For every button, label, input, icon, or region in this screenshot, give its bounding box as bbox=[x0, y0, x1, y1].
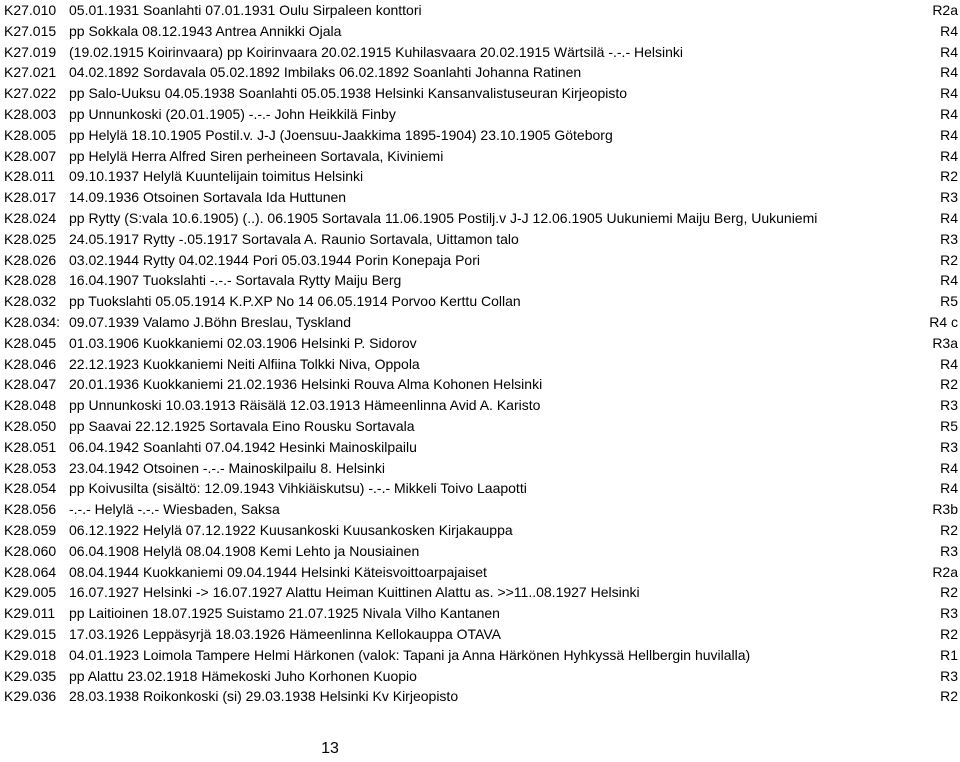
item-description: pp Saavai 22.12.1925 Sortavala Eino Rousku Sortavala bbox=[69, 417, 415, 434]
item-description: 08.04.1944 Kuokkaniemi 09.04.1944 Helsinki Käteisvoittoarpajaiset bbox=[69, 563, 487, 580]
item-code: K27.022 bbox=[4, 85, 57, 102]
item-description: 17.03.1926 Leppäsyrjä 18.03.1926 Hämeenlinna Kellokauppa OTAVA bbox=[69, 625, 501, 642]
listing-row bbox=[0, 562, 960, 583]
item-grade: R4 bbox=[940, 459, 958, 476]
item-description: 09.07.1939 Valamo J.Böhn Breslau, Tyskland bbox=[69, 313, 351, 330]
item-description: 06.12.1922 Helylä 07.12.1922 Kuusankoski Kuusankosken Kirjakauppa bbox=[69, 521, 513, 538]
item-code: K28.028 bbox=[4, 272, 57, 289]
item-grade: R4 bbox=[940, 147, 958, 164]
item-description: pp Laitioinen 18.07.1925 Suistamo 21.07.1925 Nivala Vilho Kantanen bbox=[69, 605, 500, 622]
item-grade: R2 bbox=[940, 625, 958, 642]
item-code: K28.024 bbox=[4, 209, 57, 226]
item-grade: R4 bbox=[940, 480, 958, 497]
item-grade: R4 bbox=[940, 105, 958, 122]
item-code: K28.045 bbox=[4, 334, 57, 351]
listing-row bbox=[0, 291, 960, 312]
item-code: K28.025 bbox=[4, 230, 57, 247]
item-description: 04.02.1892 Sordavala 05.02.1892 Imbilaks 06.02.1892 Soanlahti Johanna Ratinen bbox=[69, 64, 582, 81]
listing-row bbox=[0, 187, 960, 208]
item-code: K28.047 bbox=[4, 376, 57, 393]
item-code: K28.059 bbox=[4, 521, 57, 538]
item-code: K28.005 bbox=[4, 126, 57, 143]
item-grade: R5 bbox=[940, 417, 958, 434]
item-code: K29.015 bbox=[4, 625, 57, 642]
item-code: K28.056 bbox=[4, 501, 57, 518]
item-grade: R5 bbox=[940, 293, 958, 310]
item-code: K28.054 bbox=[4, 480, 57, 497]
page-number: 13 bbox=[321, 740, 339, 757]
item-description: 14.09.1936 Otsoinen Sortavala Ida Huttunen bbox=[69, 189, 347, 206]
item-grade: R4 c bbox=[929, 313, 958, 330]
item-description: pp Koivusilta (sisältö: 12.09.1943 Vihkiäiskutsu) -.-.- Mikkeli Toivo Laapotti bbox=[69, 480, 527, 497]
listing-row bbox=[0, 666, 960, 687]
item-code: K28.011 bbox=[4, 168, 56, 185]
item-code: K28.034: bbox=[4, 313, 61, 330]
item-grade: R3 bbox=[940, 438, 958, 455]
listing-row bbox=[0, 146, 960, 167]
item-grade: R2 bbox=[940, 584, 958, 601]
item-grade: R4 bbox=[940, 272, 958, 289]
item-description: pp Alattu 23.02.1918 Hämekoski Juho Korhonen Kuopio bbox=[69, 667, 417, 684]
item-grade: R3 bbox=[940, 667, 958, 684]
item-grade: R4 bbox=[940, 64, 958, 81]
item-grade: R4 bbox=[940, 209, 958, 226]
item-code: K27.019 bbox=[4, 43, 57, 60]
listing-row bbox=[0, 395, 960, 416]
item-code: K28.050 bbox=[4, 417, 57, 434]
item-description: pp Tuokslahti 05.05.1914 K.P.XP No 14 06.05.1914 Porvoo Kerttu Collan bbox=[69, 293, 521, 310]
listing-row bbox=[0, 229, 960, 250]
item-code: K27.015 bbox=[4, 22, 57, 39]
item-code: K29.018 bbox=[4, 646, 57, 663]
listing-row bbox=[0, 166, 960, 187]
item-grade: R2 bbox=[940, 251, 958, 268]
listing-row bbox=[0, 270, 960, 291]
listing-row bbox=[0, 541, 960, 562]
listing-row bbox=[0, 0, 960, 21]
item-code: K27.010 bbox=[4, 2, 57, 18]
listing-row bbox=[0, 354, 960, 375]
listing-row bbox=[0, 686, 960, 707]
item-grade: R4 bbox=[940, 22, 958, 39]
item-grade: R2 bbox=[940, 376, 958, 393]
item-description: 16.04.1907 Tuokslahti -.-.- Sortavala Rytty Maiju Berg bbox=[69, 272, 402, 289]
item-grade: R2a bbox=[932, 563, 958, 580]
item-grade: R2 bbox=[940, 168, 958, 185]
item-code: K28.048 bbox=[4, 397, 57, 414]
listing-row bbox=[0, 62, 960, 83]
item-description: 22.12.1923 Kuokkaniemi Neiti Alfiina Tolkki Niva, Oppola bbox=[69, 355, 420, 372]
item-description: 01.03.1906 Kuokkaniemi 02.03.1906 Helsinki P. Sidorov bbox=[69, 334, 417, 351]
item-grade: R2 bbox=[940, 688, 958, 705]
item-description: 03.02.1944 Rytty 04.02.1944 Pori 05.03.1944 Porin Konepaja Pori bbox=[69, 251, 480, 268]
item-description: 06.04.1908 Helylä 08.04.1908 Kemi Lehto ja Nousiainen bbox=[69, 542, 420, 559]
listing-row bbox=[0, 42, 960, 63]
item-description: pp Unnunkoski 10.03.1913 Räisälä 12.03.1913 Hämeenlinna Avid A. Karisto bbox=[69, 397, 541, 414]
listing-row bbox=[0, 208, 960, 229]
listing-row bbox=[0, 104, 960, 125]
listing-row bbox=[0, 603, 960, 624]
item-grade: R2 bbox=[940, 521, 958, 538]
item-description: 20.01.1936 Kuokkaniemi 21.02.1936 Helsinki Rouva Alma Kohonen Helsinki bbox=[69, 376, 543, 393]
item-code: K28.007 bbox=[4, 147, 57, 164]
item-code: K29.011 bbox=[4, 605, 56, 622]
item-code: K28.017 bbox=[4, 189, 57, 206]
item-grade: R3 bbox=[940, 189, 958, 206]
item-grade: R3 bbox=[940, 230, 958, 247]
item-grade: R2a bbox=[932, 2, 958, 18]
listing-row bbox=[0, 582, 960, 603]
listing-row bbox=[0, 83, 960, 104]
item-description: pp Rytty (S:vala 10.6.1905) (..). 06.1905 Sortavala 11.06.1905 Postilj.v J-J 12.06.1905 Uukuniemi Maiju Berg, Uukuniemi bbox=[69, 209, 818, 226]
item-code: K29.035 bbox=[4, 667, 57, 684]
item-description: 06.04.1942 Soanlahti 07.04.1942 Hesinki Mainoskilpailu bbox=[69, 438, 417, 455]
item-code: K28.060 bbox=[4, 542, 57, 559]
item-code: K28.003 bbox=[4, 105, 57, 122]
item-description: 04.01.1923 Loimola Tampere Helmi Härkonen (valok: Tapani ja Anna Härkönen Hyhkyssä Hellbergin huvilalla) bbox=[69, 646, 751, 663]
item-grade: R3 bbox=[940, 397, 958, 414]
listing-row bbox=[0, 374, 960, 395]
listing-row bbox=[0, 333, 960, 354]
item-code: K28.026 bbox=[4, 251, 57, 268]
listing-row bbox=[0, 125, 960, 146]
listing-row bbox=[0, 645, 960, 666]
listing-row bbox=[0, 499, 960, 520]
listing-row bbox=[0, 312, 960, 333]
item-code: K28.046 bbox=[4, 355, 57, 372]
item-code: K29.036 bbox=[4, 688, 57, 705]
item-code: K28.053 bbox=[4, 459, 57, 476]
item-grade: R3 bbox=[940, 605, 958, 622]
item-description: -.-.- Helylä -.-.- Wiesbaden, Saksa bbox=[69, 501, 280, 518]
item-description: pp Helylä 18.10.1905 Postil.v. J-J (Joensuu-Jaakkima 1895-1904) 23.10.1905 Göteborg bbox=[69, 126, 613, 143]
item-description: (19.02.1915 Koirinvaara) pp Koirinvaara 20.02.1915 Kuhilasvaara 20.02.1915 Wärtsilä -.-.- Helsinki bbox=[69, 43, 684, 60]
item-description: 09.10.1937 Helylä Kuuntelijain toimitus Helsinki bbox=[69, 168, 364, 185]
item-code: K27.021 bbox=[4, 64, 57, 81]
item-grade: R4 bbox=[940, 43, 958, 60]
item-grade: R3 bbox=[940, 542, 958, 559]
item-description: pp Unnunkoski (20.01.1905) -.-.- John Heikkilä Finby bbox=[69, 105, 396, 122]
listing-row bbox=[0, 520, 960, 541]
listing-row bbox=[0, 437, 960, 458]
item-grade: R1 bbox=[940, 646, 958, 663]
item-description: pp Sokkala 08.12.1943 Antrea Annikki Ojala bbox=[69, 22, 342, 39]
item-description: 05.01.1931 Soanlahti 07.01.1931 Oulu Sirpaleen konttori bbox=[69, 2, 422, 18]
listing-row bbox=[0, 250, 960, 271]
item-code: K28.032 bbox=[4, 293, 57, 310]
listing-row bbox=[0, 458, 960, 479]
item-grade: R4 bbox=[940, 85, 958, 102]
listing-row bbox=[0, 624, 960, 645]
item-code: K28.051 bbox=[4, 438, 57, 455]
item-code: K28.064 bbox=[4, 563, 57, 580]
listing-row bbox=[0, 416, 960, 437]
item-description: 23.04.1942 Otsoinen -.-.- Mainoskilpailu 8. Helsinki bbox=[69, 459, 385, 476]
item-description: 28.03.1938 Roikonkoski (si) 29.03.1938 Helsinki Kv Kirjeopisto bbox=[69, 688, 459, 705]
item-description: pp Helylä Herra Alfred Siren perheineen Sortavala, Kiviniemi bbox=[69, 147, 444, 164]
item-grade: R3b bbox=[932, 501, 958, 518]
listing-row bbox=[0, 478, 960, 499]
item-grade: R3a bbox=[932, 334, 958, 351]
item-description: pp Salo-Uuksu 04.05.1938 Soanlahti 05.05.1938 Helsinki Kansanvalistuseuran Kirjeopisto bbox=[69, 85, 628, 102]
item-description: 16.07.1927 Helsinki -> 16.07.1927 Alattu Heiman Kuittinen Alattu as. >>11..08.1927 Helsinki bbox=[69, 584, 640, 601]
item-code: K29.005 bbox=[4, 584, 57, 601]
item-grade: R4 bbox=[940, 355, 958, 372]
item-description: 24.05.1917 Rytty -.05.1917 Sortavala A. Raunio Sortavala, Uittamon talo bbox=[69, 230, 519, 247]
item-grade: R4 bbox=[940, 126, 958, 143]
listing-row bbox=[0, 21, 960, 42]
